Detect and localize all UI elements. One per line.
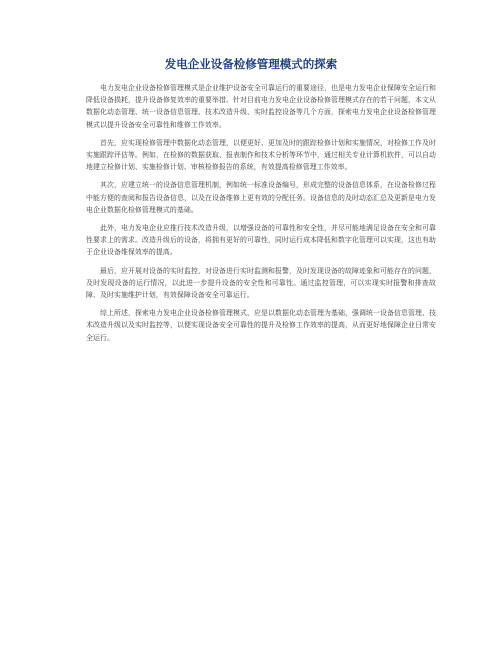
paragraph-second: 其次，应建立统一的设备信息管理机制，例如统一标准设备编号，形成完整的设备信息体系，在设备检修过程中能方便的查阅和报告设备信息，以及在设备维修上更有效的分配任务。设备信息的及时动态汇总及更新是电力发电企业数据化检修管理模式的基础。: [86, 181, 436, 214]
paragraph-conclusion: 综上所述，探索电力发电企业设备检修管理模式，应是以数据化动态管理为基础，强调统一设备信息管理、技术改造升级以及实时监控等，以便实现设备安全可靠性的提升及检修工作效率的提高，从而更好地保障企业日常安全运行。: [86, 309, 436, 342]
paragraph-fourth: 最后，应开展对设备的实时监控，对设备进行实时监测和报警，及时发现设备的故障迹象和可能存在的问题，及时发现设备的运行情况，以此进一步提升设备的安全性和可靠性。通过监控管理，可以实现实时报警和排查故障、及时实施维护计划，有效保障设备安全可靠运行。: [86, 266, 436, 300]
paragraph-first: 首先，应实现检修管理中数据化动态管理，以便更好、更加及时的跟踪检修计划和实施情况，对检修工作及时实施跟踪评估等。例如，在检修的数据获取、报表制作和技术分析等环节中，通过相关专业计算机软件，可以自动地建立检修计划、实施检修计划、审核检修报告的系统，有效提高检修管理工作效率。: [86, 138, 436, 172]
document-body: [86, 82, 436, 350]
document-title: 发电企业设备检修管理模式的探索: [164, 57, 338, 71]
paragraph-intro: 电力发电企业设备检修管理模式是企业维护设备安全可靠运行的重要途径，也是电力发电企业保障安全运行和降低设备损耗，提升设备修复效率的重要举措。针对目前电力发电企业设备检修管理模式存在的若干问题，本文从数据化动态管理、统一设备信息管理、技术改造升级、实时监控设备等几个方面，探索电力发电企业设备检修管理模式以提升设备安全可靠性和维修工作效率。: [86, 84, 436, 129]
paragraph-third: 此外，电力发电企业应推行技术改造升级，以增强设备的可靠性和安全性，并尽可能地满足设备在安全和可靠性要求上的需求。改造升级后的设备，将拥有更好的可靠性，同时运行成本降低和数字化管理可以实现，这也有助于企业设备维保效率的提高。: [86, 224, 436, 257]
